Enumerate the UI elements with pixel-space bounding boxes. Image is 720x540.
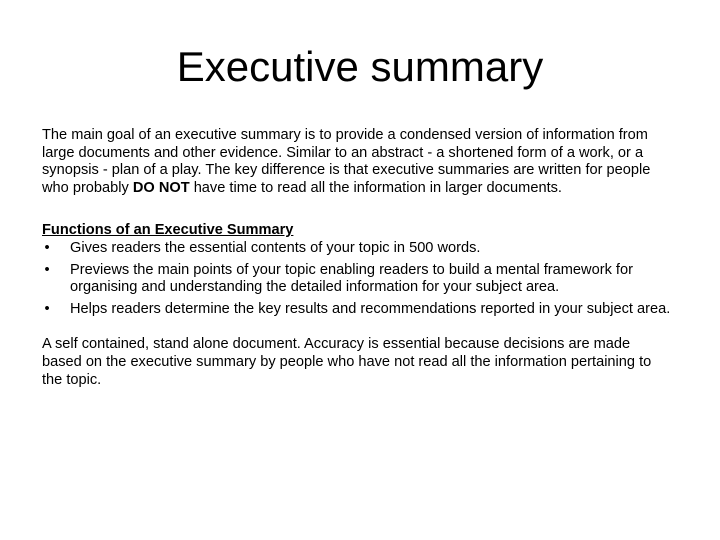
list-item	[42, 262, 672, 297]
list-item-text: Gives readers the essential contents of your topic in 500 words.	[70, 239, 481, 256]
list-item	[42, 240, 672, 258]
bullet-icon: •	[44, 239, 50, 256]
intro-paragraph	[42, 127, 672, 197]
functions-section	[42, 222, 672, 318]
functions-list	[42, 240, 672, 318]
bullet-icon: •	[44, 300, 50, 317]
list-item-text: Helps readers determine the key results and recommendations reported in your subject area.	[70, 300, 671, 317]
closing-paragraph: A self contained, stand alone document. Accuracy is essential because decisions are made based on the executive summary by people who have not read all the information pertaining to the topic.	[42, 336, 652, 388]
list-item	[42, 301, 672, 319]
functions-heading: Functions of an Executive Summary	[42, 222, 294, 239]
list-item-text: Previews the main points of your topic enabling readers to build a mental framework for organising and understanding the detailed information for your subject area.	[70, 261, 633, 296]
bullet-icon: •	[44, 261, 50, 278]
intro-text-end: have time to read all the information in larger documents.	[189, 179, 562, 196]
intro-text: The main goal of an executive summary is to provide a condensed version of information from large documents and other evidence. Similar to an abstract - a shortened form of a work, or a synopsis - plan of a play. The key difference is that executive summaries are written for people who probably	[42, 127, 651, 196]
intro-emphasis: DO NOT	[132, 179, 190, 196]
slide-body	[42, 127, 672, 389]
slide-title: Executive summary	[176, 43, 544, 90]
